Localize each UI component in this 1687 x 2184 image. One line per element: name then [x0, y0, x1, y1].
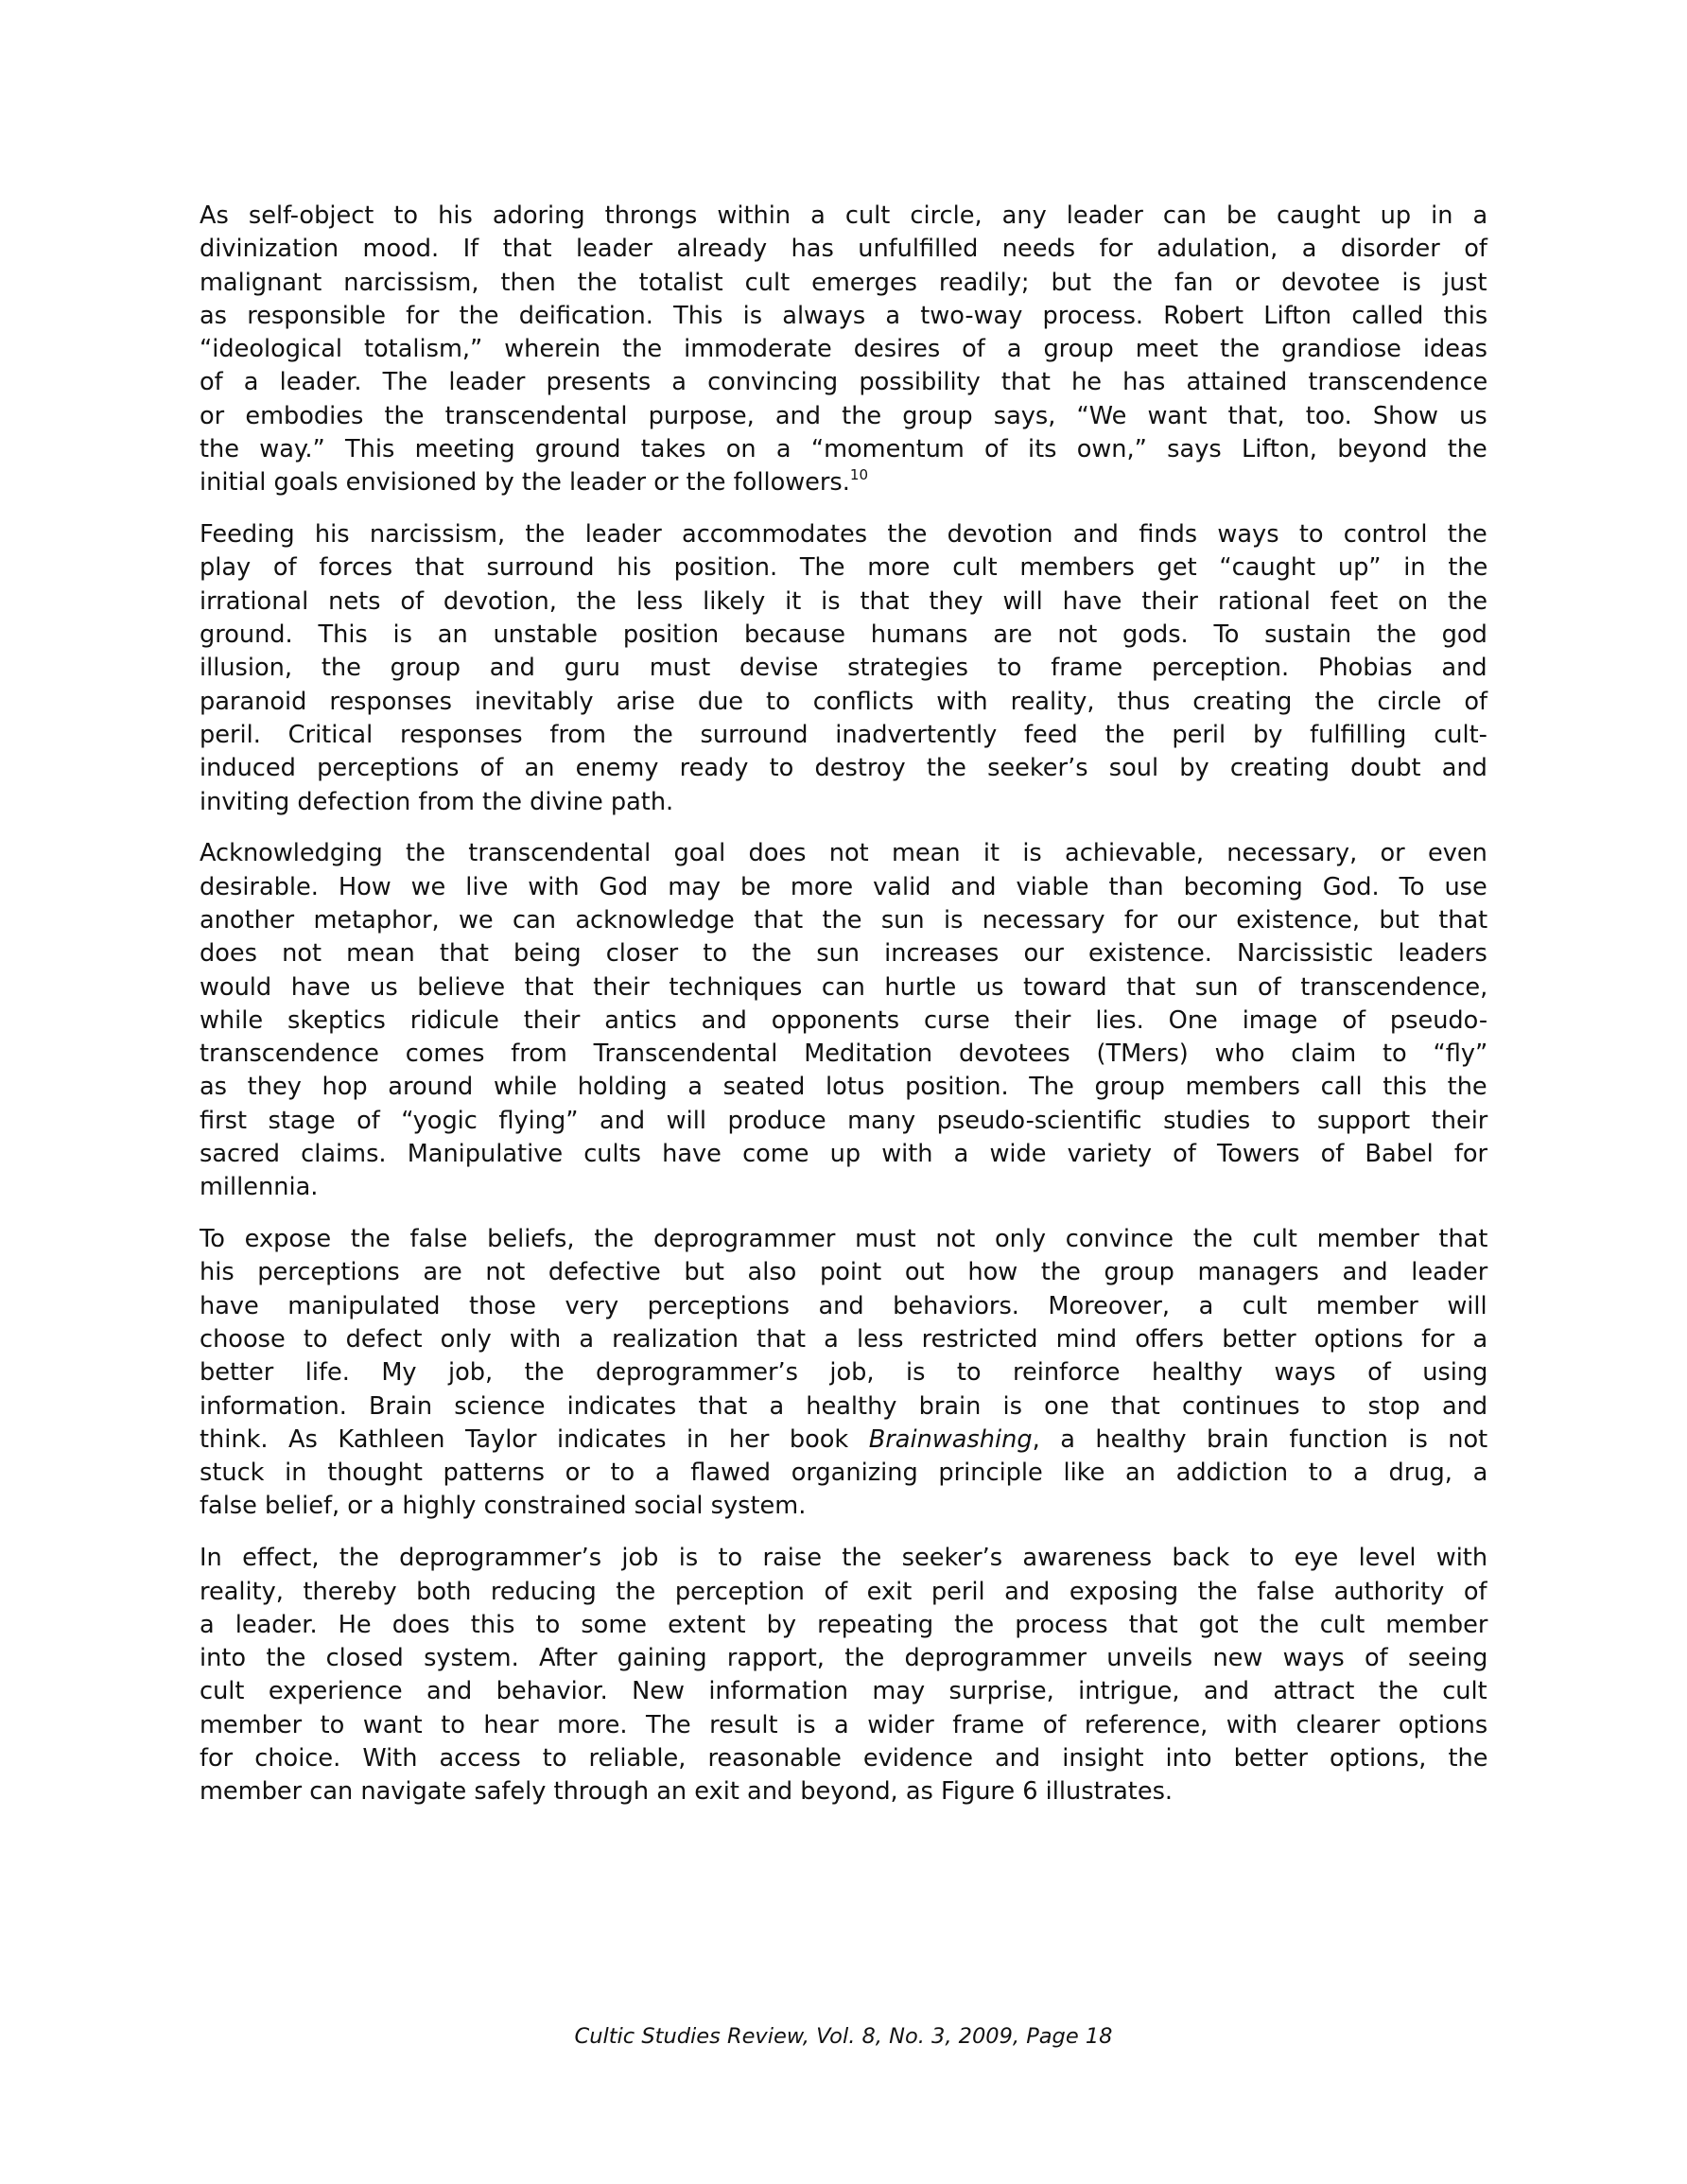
paragraph-3: [200, 837, 1487, 1204]
text-line: Feeding his narcissism, the leader accommodates the devotion and finds ways to control the: [200, 520, 1487, 550]
text-line: reality, thereby both reducing the perception of exit peril and exposing the false authority of: [200, 1577, 1487, 1606]
text-line: does not mean that being closer to the sun increases our existence. Narcissistic leaders: [200, 939, 1487, 969]
text-line: sacred claims. Manipulative cults have come up with a wide variety of Towers of Babel for: [200, 1140, 1488, 1169]
text-line: first stage of “yogic flying” and will produce many pseudo-scientific studies to support their: [200, 1106, 1488, 1135]
text-line: the way.” This meeting ground takes on a “momentum of its own,” says Lifton, beyond the: [200, 435, 1487, 464]
page-footer: Cultic Studies Review, Vol. 8, No. 3, 2009, Page 18: [574, 2024, 1113, 2049]
text-line: as responsible for the deification. This is always a two-way process. Robert Lifton called this: [200, 301, 1488, 330]
text-line-content: initial goals envisioned by the leader or the followers.: [200, 468, 850, 498]
text-line-content: think. As Kathleen Taylor indicates in her book: [200, 1424, 869, 1454]
paragraph-5: [200, 1542, 1487, 1808]
text-line: another metaphor, we can acknowledge that the sun is necessary for our existence, but that: [200, 905, 1488, 935]
text-line-content: , a healthy brain function is not: [1032, 1424, 1488, 1454]
text-line: “ideological totalism,” wherein the immoderate desires of a group meet the grandiose ideas: [200, 335, 1487, 364]
text-line: paranoid responses inevitably arise due to conflicts with reality, thus creating the circle of: [200, 687, 1488, 716]
paragraph-4: [200, 1223, 1487, 1524]
text-line: information. Brain science indicates that a healthy brain is one that continues to stop and: [200, 1391, 1488, 1421]
text-line: better life. My job, the deprogrammer’s job, is to reinforce healthy ways of using: [200, 1358, 1488, 1388]
text-line: illusion, the group and guru must devise strategies to frame perception. Phobias and: [200, 654, 1487, 683]
text-line: millennia.: [200, 1173, 319, 1202]
text-line: As self-object to his adoring throngs within a cult circle, any leader can be caught up in a: [200, 201, 1488, 230]
body-text: [200, 200, 1487, 1827]
paragraph-2: [200, 518, 1487, 819]
text-line: cult experience and behavior. New information may surprise, intrigue, and attract the cult: [200, 1677, 1487, 1706]
text-line: member can navigate safely through an exit and beyond, as Figure 6 illustrates.: [200, 1777, 1174, 1807]
text-line: as they hop around while holding a seated lotus position. The group members call this the: [200, 1073, 1487, 1102]
paragraph-1: [200, 200, 1487, 500]
text-line: malignant narcissism, then the totalist cult emerges readily; but the fan or devotee is just: [200, 268, 1487, 297]
text-line: have manipulated those very perceptions and behaviors. Moreover, a cult member will: [200, 1291, 1487, 1320]
text-line: Acknowledging the transcendental goal does not mean it is achievable, necessary, or even: [200, 839, 1487, 868]
text-line: irrational nets of devotion, the less likely it is that they will have their rational feet on the: [200, 586, 1487, 616]
text-line: into the closed system. After gaining rapport, the deprogrammer unveils new ways of seeing: [200, 1644, 1488, 1673]
text-line: To expose the false beliefs, the deprogrammer must not only convince the cult member that: [200, 1225, 1488, 1254]
text-line: induced perceptions of an enemy ready to destroy the seeker’s soul by creating doubt and: [200, 754, 1487, 783]
text-line: would have us believe that their techniques can hurtle us toward that sun of transcendence,: [200, 972, 1488, 1002]
text-line: inviting defection from the divine path.: [200, 787, 674, 816]
text-line: transcendence comes from Transcendental Meditation devotees (TMers) who claim to “fly”: [200, 1040, 1488, 1069]
text-line: false belief, or a highly constrained social system.: [200, 1492, 807, 1521]
text-line: choose to defect only with a realization that a less restricted mind offers better options for a: [200, 1325, 1488, 1354]
text-line: or embodies the transcendental purpose, and the group says, “We want that, too. Show us: [200, 401, 1487, 430]
text-line: stuck in thought patterns or to a flawed organizing principle like an addiction to a drug, a: [200, 1459, 1488, 1488]
text-line: member to want to hear more. The result is a wider frame of reference, with clearer options: [200, 1710, 1488, 1739]
footnote-reference[interactable]: 10: [849, 465, 868, 483]
text-line: peril. Critical responses from the surround inadvertently feed the peril by fulfilling cult-: [200, 720, 1487, 749]
text-line: while skeptics ridicule their antics and opponents curse their lies. One image of pseudo-: [200, 1005, 1488, 1035]
text-line: [200, 466, 1487, 499]
text-line: In effect, the deprogrammer’s job is to raise the seeker’s awareness back to eye level with: [200, 1544, 1488, 1573]
text-line: for choice. With access to reliable, reasonable evidence and insight into better options, the: [200, 1744, 1488, 1773]
text-line: ground. This is an unstable position because humans are not gods. To sustain the god: [200, 620, 1487, 650]
text-line: play of forces that surround his position. The more cult members get “caught up” in the: [200, 553, 1488, 583]
text-line: of a leader. The leader presents a convincing possibility that he has attained transcendence: [200, 368, 1488, 397]
text-line: divinization mood. If that leader already has unfulfilled needs for adulation, a disorder of: [200, 235, 1487, 264]
text-line: desirable. How we live with God may be more valid and viable than becoming God. To use: [200, 872, 1487, 901]
text-line: a leader. He does this to some extent by repeating the process that got the cult member: [200, 1610, 1488, 1639]
text-line: [200, 1424, 1487, 1457]
text-line: his perceptions are not defective but also point out how the group managers and leader: [200, 1258, 1488, 1287]
book-title-brainwashing: Brainwashing: [868, 1424, 1033, 1454]
